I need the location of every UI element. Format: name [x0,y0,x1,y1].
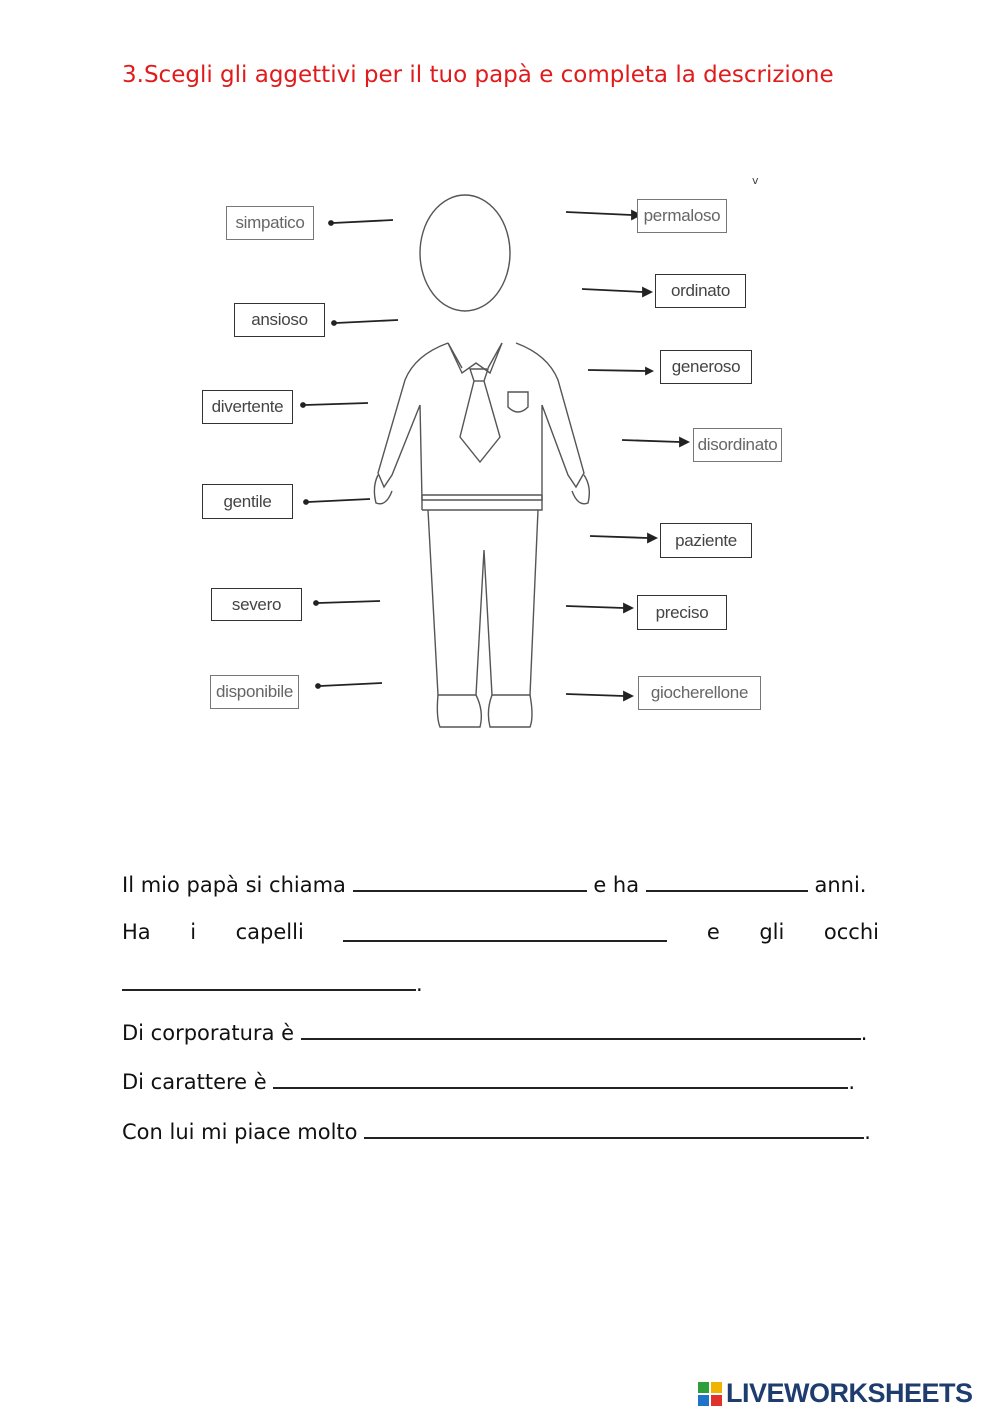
adjective-gentile[interactable]: gentile [202,484,293,519]
adjective-severo[interactable]: severo [211,588,302,621]
eyes-blank-input[interactable] [122,969,416,991]
adjective-disponibile[interactable]: disponibile [210,675,299,709]
logo-blocks-icon [698,1382,722,1406]
adjective-preciso[interactable]: preciso [637,595,727,630]
adjective-permaloso[interactable]: permaloso [637,199,727,233]
name-blank-input[interactable] [353,870,587,892]
logo-text: LIVEWORKSHEETS [726,1378,973,1408]
adjective-divertente[interactable]: divertente [202,390,293,424]
description-line-eyes-blank: . [122,969,879,996]
adjective-giocherellone[interactable]: giocherellone [638,676,761,710]
adjective-ansioso[interactable]: ansioso [234,303,325,337]
adjective-paziente[interactable]: paziente [660,523,752,558]
description-line-build: Di corporatura è . [122,1018,879,1045]
character-blank-input[interactable] [273,1067,848,1089]
adjective-simpatico[interactable]: simpatico [226,206,314,240]
likes-blank-input[interactable] [364,1117,864,1139]
description-line-hair-eyes: Ha i capelli e gli occhi [122,920,879,944]
description-line-name-age: Il mio papà si chiama e ha anni. [122,870,879,897]
adjective-disordinato[interactable]: disordinato [693,428,782,462]
liveworksheets-logo [698,1378,973,1409]
build-blank-input[interactable] [301,1018,861,1040]
hair-blank-input[interactable] [343,920,667,942]
age-blank-input[interactable] [646,870,808,892]
description-line-character: Di carattere è . [122,1067,879,1094]
worksheet-title: 3.Scegli gli aggettivi per il tuo papà e completa la descrizione [122,62,834,88]
adjective-ordinato[interactable]: ordinato [655,274,746,308]
adjective-generoso[interactable]: generoso [660,350,752,384]
head-outline [420,195,510,311]
checkmark-mark: v [752,174,759,187]
description-line-likes: Con lui mi piace molto . [122,1117,879,1144]
